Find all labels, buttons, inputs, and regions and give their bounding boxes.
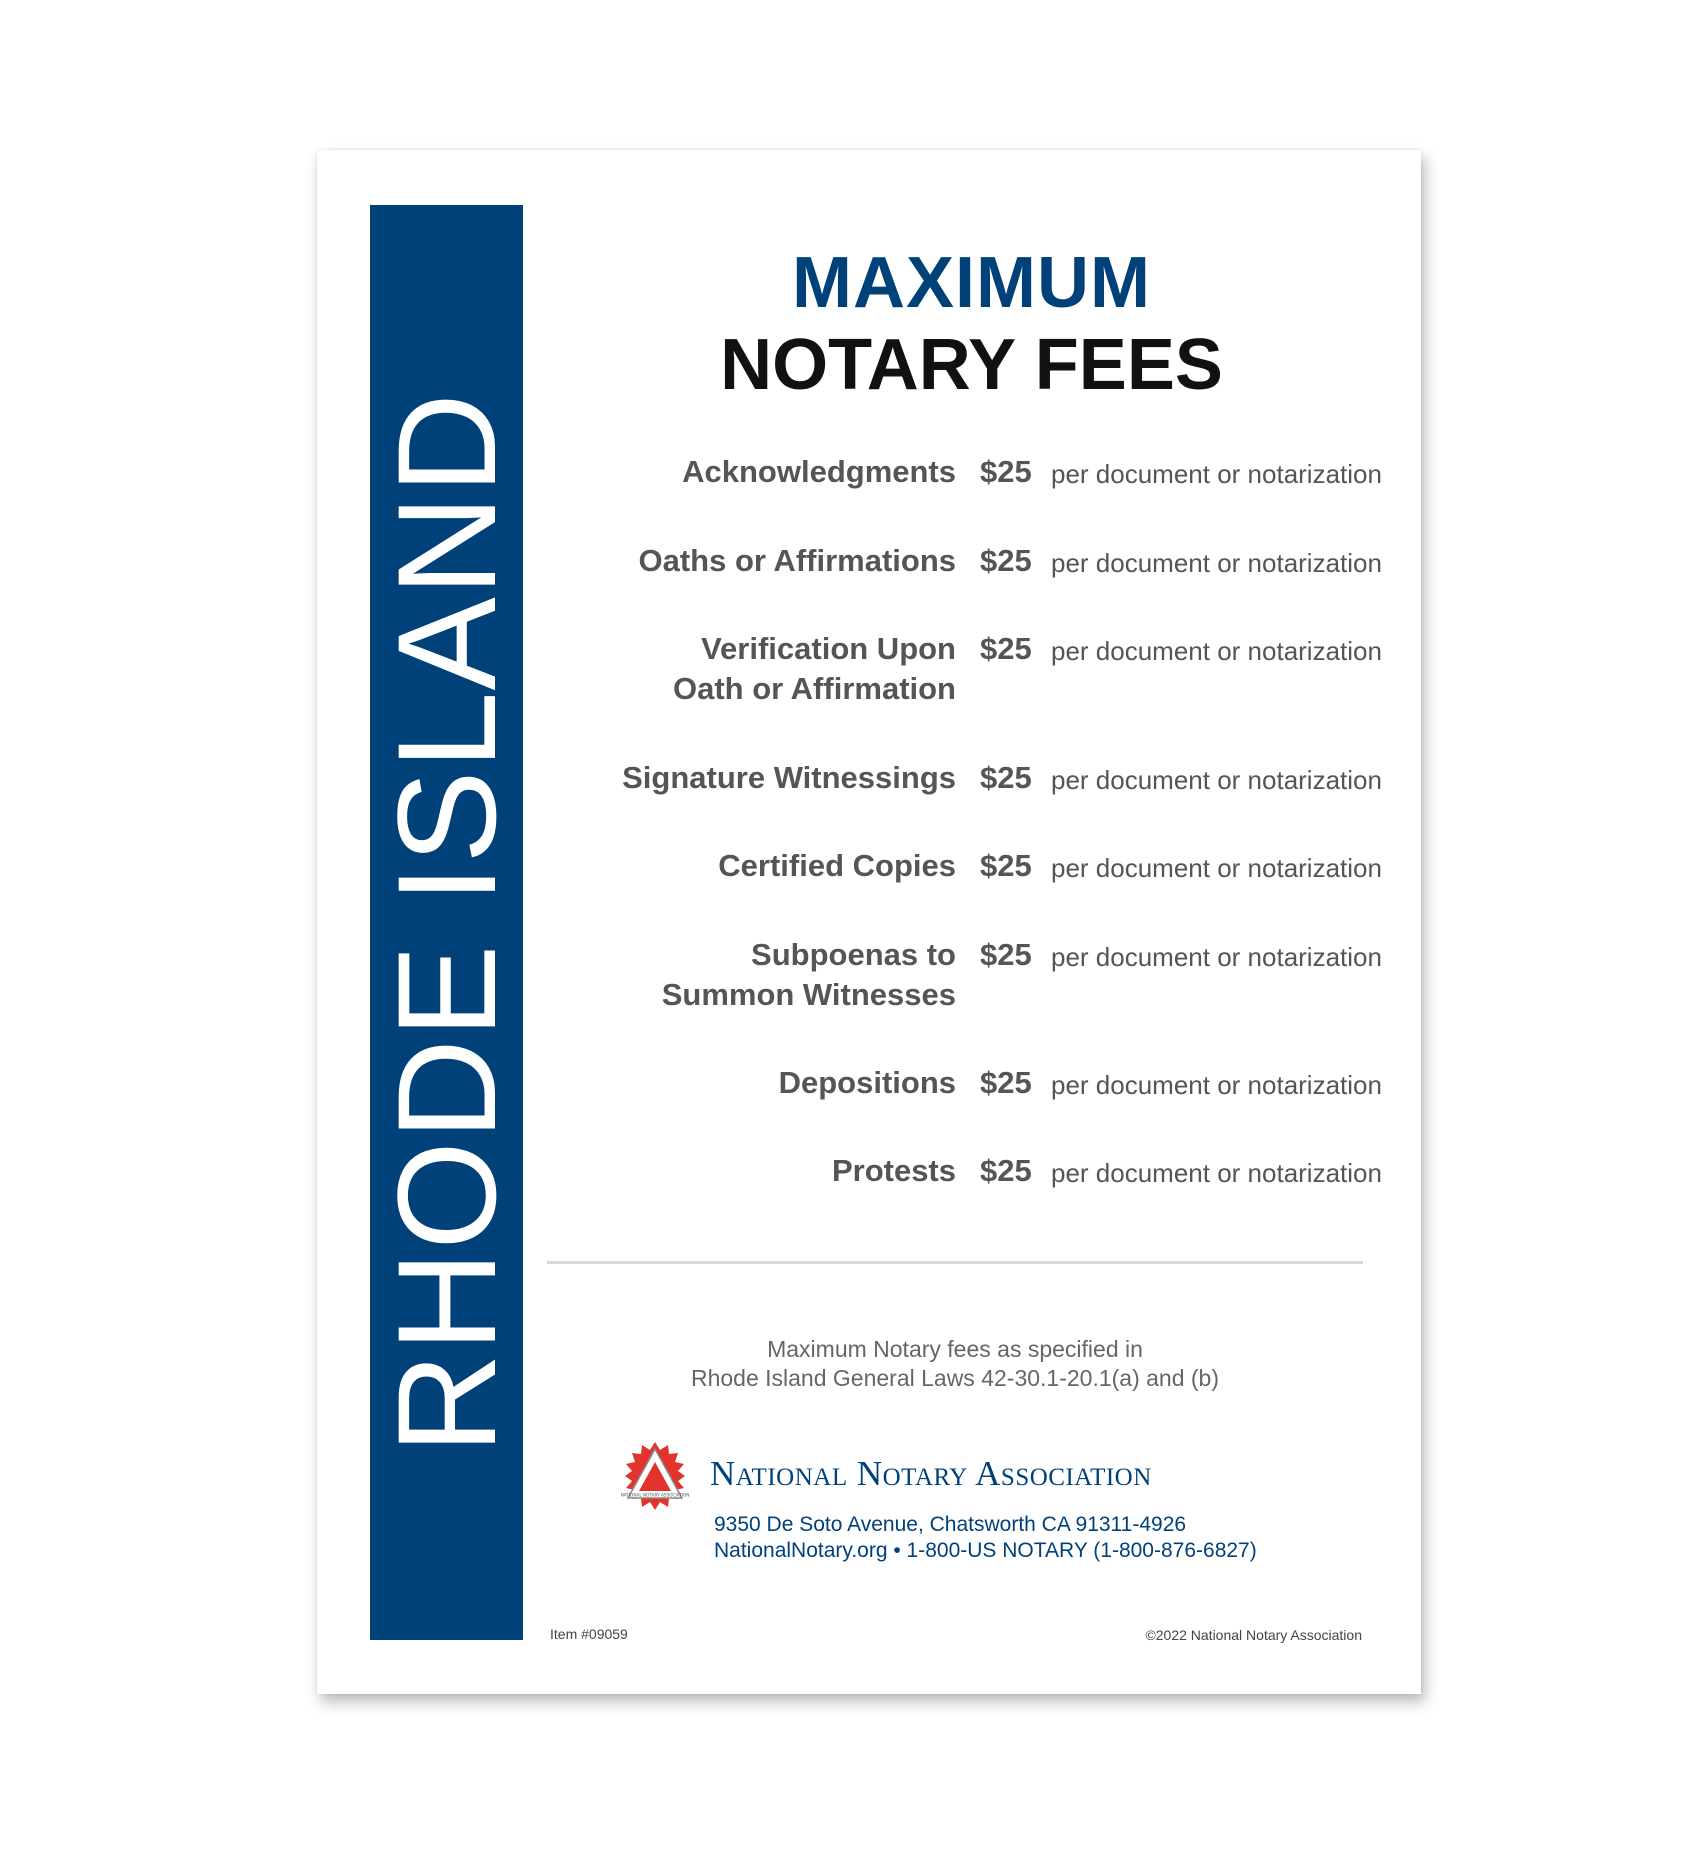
fee-description: per document or notarization [1051,636,1382,666]
fee-name: Verification Upon Oath or Affirmation [672,631,956,706]
fee-row [547,541,1427,631]
citation-line-1: Maximum Notary fees as specified in [767,1336,1143,1362]
fee-row [547,935,1427,1025]
fee-description: per document or notarization [1051,942,1382,972]
org-address: 9350 De Soto Avenue, Chatsworth CA 91311-4926 [714,1513,1187,1536]
fee-amount: $25 [980,631,1032,666]
fee-description: per document or notarization [1051,765,1382,795]
fee-description: per document or notarization [1051,548,1382,578]
fee-row [547,846,1427,936]
fee-description: per document or notarization [1051,853,1382,883]
notary-fees-poster [317,150,1421,1694]
item-number: Item #09059 [550,1626,628,1642]
title-maximum: MAXIMUM [792,243,1151,323]
fee-name: Depositions [778,1065,956,1100]
fee-name: Acknowledgments [682,454,956,489]
fee-description: per document or notarization [1051,1070,1382,1100]
fee-amount: $25 [980,937,1032,972]
fee-amount: $25 [980,760,1032,795]
copyright: ©2022 National Notary Association [1145,1627,1362,1643]
fee-row [547,758,1427,848]
fee-name: Certified Copies [718,848,956,883]
nna-seal-icon [619,1440,691,1512]
org-name: National Notary Association [710,1454,1152,1493]
fee-row [547,1063,1427,1153]
state-name: RHODE ISLAND [367,391,525,1454]
fee-name: Protests [831,1153,956,1188]
fee-amount: $25 [980,454,1032,489]
seal-lettering: NATIONAL NOTARY ASSOCIATION [620,1492,690,1498]
citation-line-2: Rhode Island General Laws 42-30.1-20.1(a) and (b) [690,1365,1220,1391]
fee-row [547,1151,1427,1241]
title-notary-fees: NOTARY FEES [720,325,1223,405]
org-contact: NationalNotary.org • 1-800-US NOTARY (1-800-876-6827) [714,1539,1257,1562]
fee-row [547,452,1427,542]
fee-name: Oaths or Affirmations [638,543,956,578]
fee-amount: $25 [980,543,1032,578]
fee-name: Subpoenas to Summon Witnesses [661,937,956,1012]
fee-row [547,629,1427,719]
fee-description: per document or notarization [1051,459,1382,489]
fee-amount: $25 [980,1065,1032,1100]
fee-name: Signature Witnessings [622,760,956,795]
fee-amount: $25 [980,1153,1032,1188]
state-side-band [367,205,525,1640]
fee-amount: $25 [980,848,1032,883]
fee-description: per document or notarization [1051,1158,1382,1188]
section-divider [547,1261,1363,1264]
